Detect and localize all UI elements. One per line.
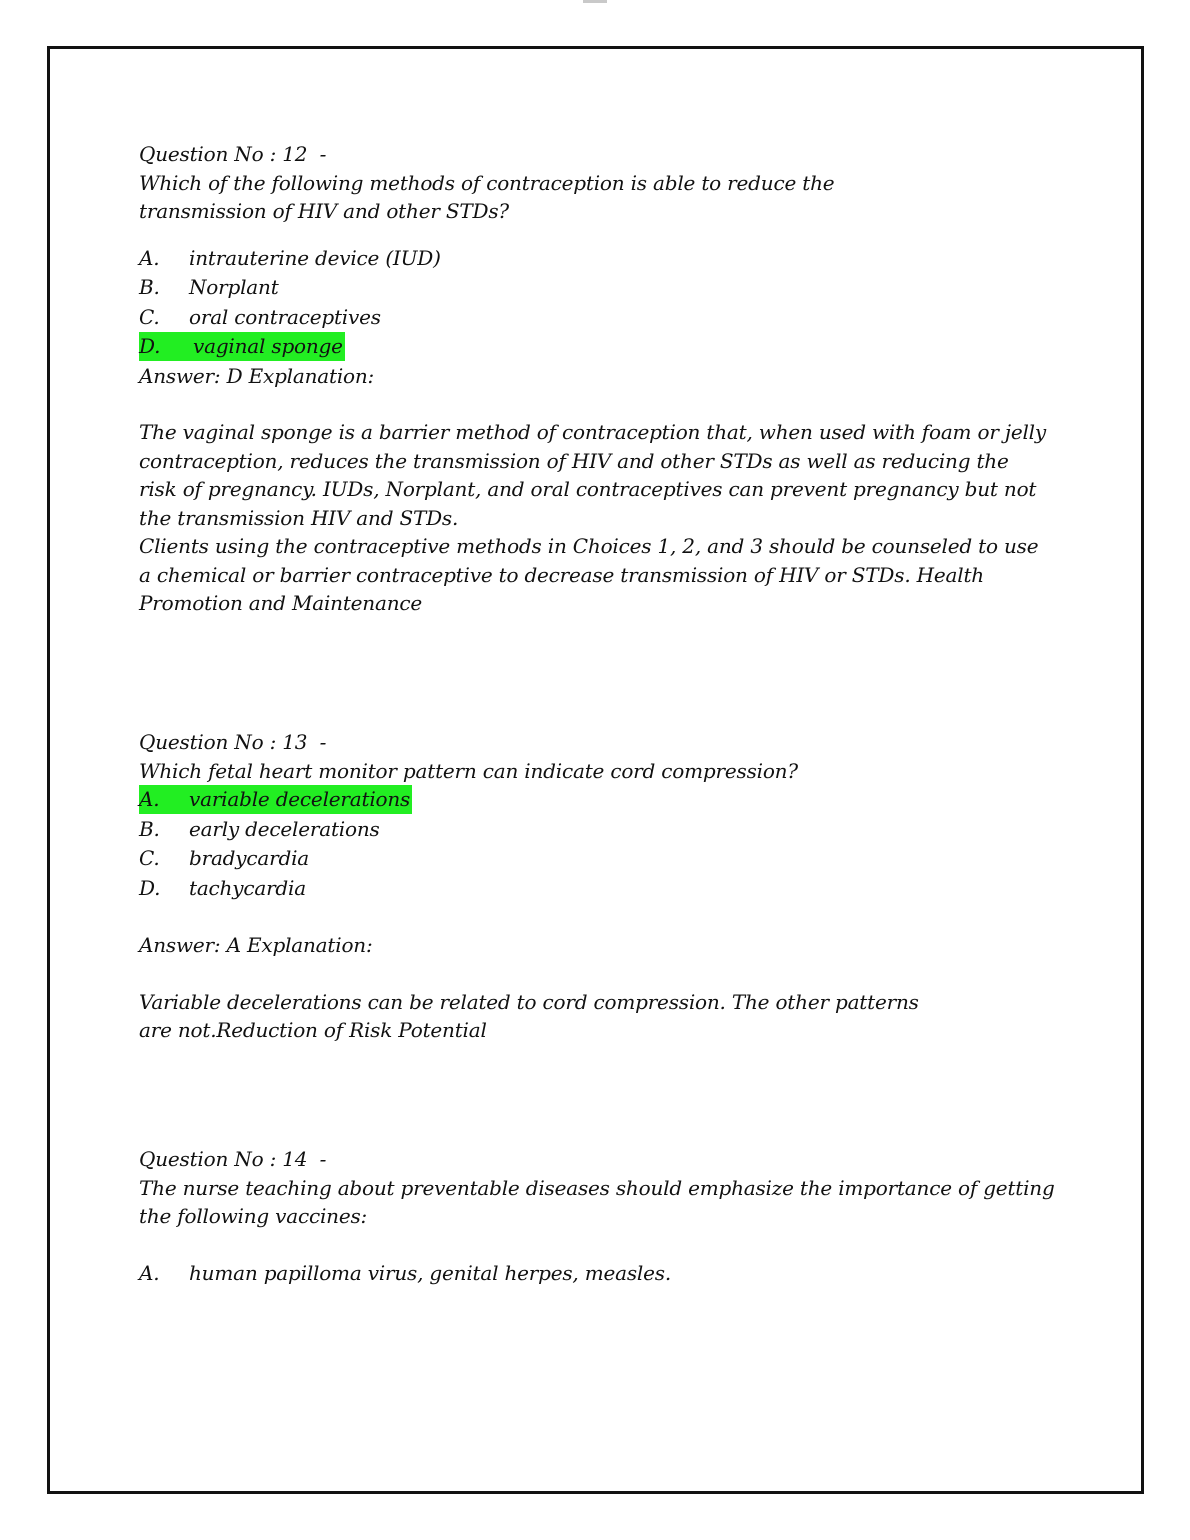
option-a[interactable]: A. intrauterine device (IUD): [139, 245, 441, 270]
option-text: oral contraceptives: [189, 304, 381, 329]
option-a-correct[interactable]: [139, 785, 1069, 815]
option-text: intrauterine device (IUD): [189, 245, 441, 270]
question-header: Question No : 12 -: [139, 142, 327, 166]
option-text: variable decelerations: [189, 787, 411, 811]
option-text: vaginal sponge: [193, 334, 343, 358]
top-page-mark: [583, 0, 607, 3]
option-text: Norplant: [189, 275, 279, 299]
question-header: Question No : 13 -: [139, 730, 327, 754]
option-c[interactable]: C. oral contraceptives: [139, 304, 381, 329]
question-block-14: [139, 1145, 1069, 1288]
option-b[interactable]: B. Norplant: [139, 275, 279, 299]
explanation-paragraph: Clients using the contraceptive methods in Choices 1, 2, and 3 should be counseled to use a chemical or barrier contraceptive to decrease transmission of HIV or STDs. Health Promotion and Maintenance: [139, 534, 1039, 615]
question-stem: The nurse teaching about preventable diseases should emphasize the importance of getting the following vaccines:: [139, 1175, 1055, 1228]
answer-label: Answer: D Explanation:: [139, 363, 375, 388]
correct-answer-highlight: A. variable decelerations: [139, 785, 412, 814]
explanation-paragraph: Variable decelerations can be related to cord compression. The other patterns are not.Reduction of Risk Potential: [139, 989, 919, 1042]
option-c[interactable]: C. bradycardia: [139, 846, 309, 870]
question-block-12: [139, 140, 1069, 618]
answer-label: Answer: A Explanation:: [139, 933, 373, 957]
option-text: tachycardia: [189, 875, 306, 900]
correct-answer-highlight: D. vaginal sponge: [139, 332, 345, 361]
question-stem: Which fetal heart monitor pattern can indicate cord compression?: [139, 758, 798, 783]
question-block-13: [139, 728, 1069, 1045]
option-b[interactable]: B. early decelerations: [139, 816, 380, 841]
option-a[interactable]: A. human papilloma virus, genital herpes, measles.: [139, 1260, 671, 1285]
explanation-paragraph: The vaginal sponge is a barrier method of contraception that, when used with foam or jelly contraception, reduces the transmission of HIV and other STDs as well as reducing the risk of pregnancy. IUDs, Norplant, and oral contraceptives can prevent pregnancy but not the transmission HIV and STDs.: [139, 420, 1046, 530]
option-d-correct[interactable]: [139, 332, 1069, 362]
option-d[interactable]: D. tachycardia: [139, 875, 306, 900]
question-stem: Which of the following methods of contraception is able to reduce the transmission of HIV and other STDs?: [139, 170, 835, 223]
option-text: bradycardia: [189, 846, 309, 870]
question-header: Question No : 14 -: [139, 1147, 327, 1171]
option-text: human papilloma virus, genital herpes, measles.: [189, 1260, 671, 1285]
option-text: early decelerations: [189, 816, 380, 841]
